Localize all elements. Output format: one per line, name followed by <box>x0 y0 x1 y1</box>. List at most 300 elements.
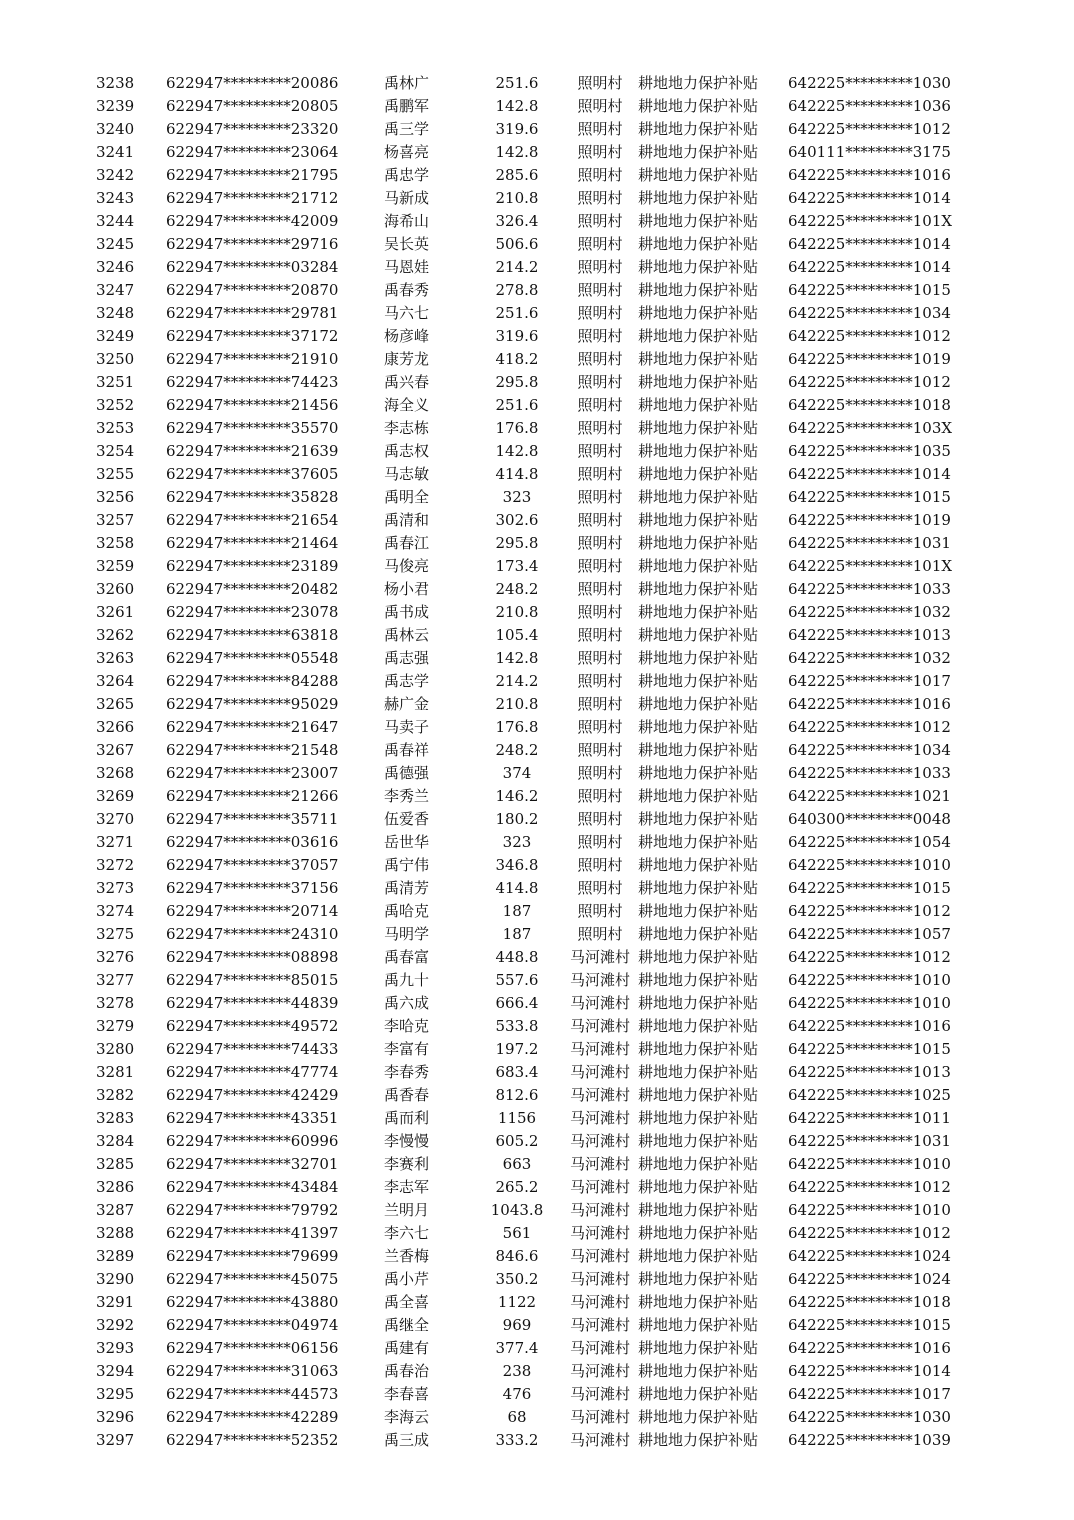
account-number-cell: 622947*********74433 <box>166 1040 339 1058</box>
recipient-name-cell: 李海云 <box>384 1408 430 1426</box>
recipient-name-cell: 禹兴春 <box>384 373 430 391</box>
village-cell: 马河滩村 <box>569 1040 630 1058</box>
row-number-cell: 3276 <box>96 948 135 966</box>
village-cell: 照明村 <box>577 580 623 598</box>
subsidy-type-cell: 耕地地力保护补贴 <box>638 557 759 575</box>
recipient-name-cell: 禹六成 <box>384 994 430 1012</box>
subsidy-type-cell: 耕地地力保护补贴 <box>638 1385 759 1403</box>
id-number-cell: 642225*********1018 <box>788 1293 951 1311</box>
table-row <box>96 1429 958 1452</box>
account-number-cell: 622947*********84288 <box>166 672 339 690</box>
village-cell: 照明村 <box>577 350 623 368</box>
recipient-name-cell: 李赛利 <box>384 1155 430 1173</box>
subsidy-amount-cell: 187 <box>502 902 532 920</box>
table-row <box>96 279 958 302</box>
row-number-cell: 3263 <box>96 649 135 667</box>
subsidy-type-cell: 耕地地力保护补贴 <box>638 304 759 322</box>
subsidy-amount-cell: 377.4 <box>495 1339 539 1357</box>
subsidy-type-cell: 耕地地力保护补贴 <box>638 258 759 276</box>
id-number-cell: 642225*********1010 <box>788 994 951 1012</box>
subsidy-amount-cell: 812.6 <box>495 1086 539 1104</box>
recipient-name-cell: 禹林云 <box>384 626 430 644</box>
id-number-cell: 642225*********1014 <box>788 235 951 253</box>
subsidy-type-cell: 耕地地力保护补贴 <box>638 603 759 621</box>
account-number-cell: 622947*********21647 <box>166 718 339 736</box>
table-row <box>96 808 958 831</box>
row-number-cell: 3240 <box>96 120 135 138</box>
row-number-cell: 3291 <box>96 1293 135 1311</box>
subsidy-amount-cell: 663 <box>502 1155 532 1173</box>
row-number-cell: 3239 <box>96 97 135 115</box>
subsidy-amount-cell: 414.8 <box>495 465 539 483</box>
subsidy-amount-cell: 1156 <box>497 1109 537 1127</box>
table-row <box>96 394 958 417</box>
account-number-cell: 622947*********44573 <box>166 1385 339 1403</box>
village-cell: 照明村 <box>577 626 623 644</box>
village-cell: 马河滩村 <box>569 1155 630 1173</box>
id-number-cell: 642225*********1015 <box>788 281 951 299</box>
id-number-cell: 642225*********1017 <box>788 1385 951 1403</box>
subsidy-type-cell: 耕地地力保护补贴 <box>638 1270 759 1288</box>
table-row <box>96 1314 958 1337</box>
village-cell: 照明村 <box>577 695 623 713</box>
account-number-cell: 622947*********21456 <box>166 396 339 414</box>
subsidy-type-cell: 耕地地力保护补贴 <box>638 235 759 253</box>
village-cell: 马河滩村 <box>569 1408 630 1426</box>
recipient-name-cell: 吴长英 <box>384 235 430 253</box>
account-number-cell: 622947*********43351 <box>166 1109 339 1127</box>
recipient-name-cell: 禹明全 <box>384 488 430 506</box>
id-number-cell: 642225*********1010 <box>788 1155 951 1173</box>
subsidy-amount-cell: 666.4 <box>495 994 539 1012</box>
account-number-cell: 622947*********32701 <box>166 1155 339 1173</box>
id-number-cell: 642225*********1039 <box>788 1431 951 1449</box>
subsidy-type-cell: 耕地地力保护补贴 <box>638 810 759 828</box>
subsidy-amount-cell: 323 <box>502 488 532 506</box>
row-number-cell: 3288 <box>96 1224 135 1242</box>
id-number-cell: 642225*********101X <box>788 212 953 230</box>
table-row <box>96 463 958 486</box>
account-number-cell: 622947*********03284 <box>166 258 339 276</box>
account-number-cell: 622947*********05548 <box>166 649 339 667</box>
account-number-cell: 622947*********23064 <box>166 143 339 161</box>
subsidy-amount-cell: 302.6 <box>495 511 539 529</box>
subsidy-type-cell: 耕地地力保护补贴 <box>638 718 759 736</box>
id-number-cell: 642225*********1015 <box>788 1316 951 1334</box>
subsidy-amount-cell: 105.4 <box>495 626 539 644</box>
recipient-name-cell: 杨小君 <box>384 580 430 598</box>
recipient-name-cell: 禹而利 <box>384 1109 430 1127</box>
id-number-cell: 642225*********1030 <box>788 1408 951 1426</box>
row-number-cell: 3246 <box>96 258 135 276</box>
id-number-cell: 642225*********1036 <box>788 97 951 115</box>
account-number-cell: 622947*********21910 <box>166 350 339 368</box>
account-number-cell: 622947*********03616 <box>166 833 339 851</box>
recipient-name-cell: 禹春江 <box>384 534 430 552</box>
row-number-cell: 3265 <box>96 695 135 713</box>
account-number-cell: 622947*********23078 <box>166 603 339 621</box>
id-number-cell: 642225*********1032 <box>788 649 951 667</box>
village-cell: 马河滩村 <box>569 948 630 966</box>
subsidy-type-cell: 耕地地力保护补贴 <box>638 373 759 391</box>
village-cell: 照明村 <box>577 373 623 391</box>
row-number-cell: 3244 <box>96 212 135 230</box>
table-row <box>96 1291 958 1314</box>
row-number-cell: 3280 <box>96 1040 135 1058</box>
subsidy-amount-cell: 68 <box>507 1408 527 1426</box>
village-cell: 照明村 <box>577 534 623 552</box>
account-number-cell: 622947*********23007 <box>166 764 339 782</box>
subsidy-type-cell: 耕地地力保护补贴 <box>638 695 759 713</box>
subsidy-table <box>96 72 958 1452</box>
row-number-cell: 3256 <box>96 488 135 506</box>
row-number-cell: 3257 <box>96 511 135 529</box>
recipient-name-cell: 马恩娃 <box>384 258 430 276</box>
village-cell: 照明村 <box>577 557 623 575</box>
table-row <box>96 486 958 509</box>
recipient-name-cell: 杨彦峰 <box>384 327 430 345</box>
subsidy-type-cell: 耕地地力保护补贴 <box>638 97 759 115</box>
table-row <box>96 72 958 95</box>
village-cell: 马河滩村 <box>569 1339 630 1357</box>
row-number-cell: 3297 <box>96 1431 135 1449</box>
table-row <box>96 348 958 371</box>
subsidy-type-cell: 耕地地力保护补贴 <box>638 488 759 506</box>
subsidy-amount-cell: 476 <box>502 1385 532 1403</box>
village-cell: 照明村 <box>577 396 623 414</box>
table-row <box>96 325 958 348</box>
subsidy-type-cell: 耕地地力保护补贴 <box>638 1339 759 1357</box>
id-number-cell: 642225*********1031 <box>788 534 951 552</box>
recipient-name-cell: 禹林广 <box>384 74 430 92</box>
subsidy-amount-cell: 846.6 <box>495 1247 539 1265</box>
row-number-cell: 3296 <box>96 1408 135 1426</box>
recipient-name-cell: 李春喜 <box>384 1385 430 1403</box>
row-number-cell: 3268 <box>96 764 135 782</box>
account-number-cell: 622947*********49572 <box>166 1017 339 1035</box>
account-number-cell: 622947*********21639 <box>166 442 339 460</box>
account-number-cell: 622947*********79699 <box>166 1247 339 1265</box>
village-cell: 照明村 <box>577 603 623 621</box>
table-row <box>96 1337 958 1360</box>
village-cell: 马河滩村 <box>569 1385 630 1403</box>
table-row <box>96 578 958 601</box>
account-number-cell: 622947*********21712 <box>166 189 339 207</box>
row-number-cell: 3238 <box>96 74 135 92</box>
table-row <box>96 1084 958 1107</box>
subsidy-type-cell: 耕地地力保护补贴 <box>638 1063 759 1081</box>
recipient-name-cell: 海希山 <box>384 212 430 230</box>
table-row <box>96 1406 958 1429</box>
subsidy-type-cell: 耕地地力保护补贴 <box>638 994 759 1012</box>
id-number-cell: 642225*********1016 <box>788 1339 951 1357</box>
subsidy-amount-cell: 557.6 <box>495 971 539 989</box>
subsidy-type-cell: 耕地地力保护补贴 <box>638 948 759 966</box>
table-row <box>96 969 958 992</box>
id-number-cell: 642225*********1033 <box>788 580 951 598</box>
id-number-cell: 642225*********1010 <box>788 971 951 989</box>
subsidy-type-cell: 耕地地力保护补贴 <box>638 511 759 529</box>
recipient-name-cell: 禹志强 <box>384 649 430 667</box>
subsidy-type-cell: 耕地地力保护补贴 <box>638 1293 759 1311</box>
subsidy-amount-cell: 319.6 <box>495 120 539 138</box>
table-row <box>96 877 958 900</box>
row-number-cell: 3275 <box>96 925 135 943</box>
subsidy-type-cell: 耕地地力保护补贴 <box>638 925 759 943</box>
recipient-name-cell: 禹清和 <box>384 511 430 529</box>
table-row <box>96 1107 958 1130</box>
village-cell: 马河滩村 <box>569 1132 630 1150</box>
table-row <box>96 1222 958 1245</box>
recipient-name-cell: 禹德强 <box>384 764 430 782</box>
account-number-cell: 622947*********41397 <box>166 1224 339 1242</box>
row-number-cell: 3277 <box>96 971 135 989</box>
recipient-name-cell: 马明学 <box>384 925 430 943</box>
id-number-cell: 642225*********1014 <box>788 465 951 483</box>
account-number-cell: 622947*********20870 <box>166 281 339 299</box>
row-number-cell: 3259 <box>96 557 135 575</box>
village-cell: 照明村 <box>577 189 623 207</box>
recipient-name-cell: 马俊亮 <box>384 557 430 575</box>
row-number-cell: 3287 <box>96 1201 135 1219</box>
recipient-name-cell: 禹三成 <box>384 1431 430 1449</box>
table-row <box>96 762 958 785</box>
row-number-cell: 3264 <box>96 672 135 690</box>
account-number-cell: 622947*********20482 <box>166 580 339 598</box>
row-number-cell: 3289 <box>96 1247 135 1265</box>
subsidy-amount-cell: 295.8 <box>495 534 539 552</box>
table-row <box>96 946 958 969</box>
recipient-name-cell: 禹春治 <box>384 1362 430 1380</box>
village-cell: 照明村 <box>577 925 623 943</box>
subsidy-type-cell: 耕地地力保护补贴 <box>638 212 759 230</box>
table-row <box>96 187 958 210</box>
row-number-cell: 3253 <box>96 419 135 437</box>
id-number-cell: 642225*********1014 <box>788 1362 951 1380</box>
row-number-cell: 3254 <box>96 442 135 460</box>
subsidy-amount-cell: 251.6 <box>495 74 539 92</box>
recipient-name-cell: 禹志权 <box>384 442 430 460</box>
account-number-cell: 622947*********23189 <box>166 557 339 575</box>
row-number-cell: 3261 <box>96 603 135 621</box>
account-number-cell: 622947*********20086 <box>166 74 339 92</box>
subsidy-amount-cell: 146.2 <box>495 787 539 805</box>
id-number-cell: 642225*********1015 <box>788 488 951 506</box>
account-number-cell: 622947*********04974 <box>166 1316 339 1334</box>
subsidy-type-cell: 耕地地力保护补贴 <box>638 626 759 644</box>
account-number-cell: 622947*********43880 <box>166 1293 339 1311</box>
subsidy-amount-cell: 176.8 <box>495 718 539 736</box>
subsidy-type-cell: 耕地地力保护补贴 <box>638 1408 759 1426</box>
table-row <box>96 210 958 233</box>
account-number-cell: 622947*********20805 <box>166 97 339 115</box>
table-row <box>96 900 958 923</box>
table-row <box>96 1245 958 1268</box>
recipient-name-cell: 禹宁伟 <box>384 856 430 874</box>
table-row <box>96 233 958 256</box>
table-row <box>96 1130 958 1153</box>
table-row <box>96 1360 958 1383</box>
account-number-cell: 622947*********35711 <box>166 810 339 828</box>
table-row <box>96 1015 958 1038</box>
id-number-cell: 642225*********1019 <box>788 350 951 368</box>
account-number-cell: 622947*********37156 <box>166 879 339 897</box>
recipient-name-cell: 禹清芳 <box>384 879 430 897</box>
recipient-name-cell: 禹忠学 <box>384 166 430 184</box>
village-cell: 照明村 <box>577 787 623 805</box>
subsidy-amount-cell: 197.2 <box>495 1040 539 1058</box>
table-row <box>96 1176 958 1199</box>
row-number-cell: 3260 <box>96 580 135 598</box>
subsidy-amount-cell: 187 <box>502 925 532 943</box>
account-number-cell: 622947*********21654 <box>166 511 339 529</box>
row-number-cell: 3248 <box>96 304 135 322</box>
recipient-name-cell: 马志敏 <box>384 465 430 483</box>
recipient-name-cell: 禹春富 <box>384 948 430 966</box>
subsidy-type-cell: 耕地地力保护补贴 <box>638 1109 759 1127</box>
recipient-name-cell: 伍爱香 <box>384 810 430 828</box>
village-cell: 马河滩村 <box>569 1362 630 1380</box>
recipient-name-cell: 海全义 <box>384 396 430 414</box>
id-number-cell: 642225*********1018 <box>788 396 951 414</box>
account-number-cell: 622947*********85015 <box>166 971 339 989</box>
village-cell: 照明村 <box>577 281 623 299</box>
recipient-name-cell: 兰香梅 <box>384 1247 430 1265</box>
village-cell: 照明村 <box>577 419 623 437</box>
subsidy-amount-cell: 142.8 <box>495 442 539 460</box>
table-row <box>96 1038 958 1061</box>
village-cell: 马河滩村 <box>569 1017 630 1035</box>
id-number-cell: 642225*********101X <box>788 557 953 575</box>
row-number-cell: 3294 <box>96 1362 135 1380</box>
account-number-cell: 622947*********43484 <box>166 1178 339 1196</box>
subsidy-amount-cell: 533.8 <box>495 1017 539 1035</box>
row-number-cell: 3245 <box>96 235 135 253</box>
subsidy-amount-cell: 418.2 <box>495 350 539 368</box>
subsidy-type-cell: 耕地地力保护补贴 <box>638 1201 759 1219</box>
account-number-cell: 622947*********35828 <box>166 488 339 506</box>
row-number-cell: 3271 <box>96 833 135 851</box>
subsidy-amount-cell: 214.2 <box>495 672 539 690</box>
id-number-cell: 642225*********1030 <box>788 74 951 92</box>
subsidy-type-cell: 耕地地力保护补贴 <box>638 672 759 690</box>
row-number-cell: 3293 <box>96 1339 135 1357</box>
recipient-name-cell: 李志栋 <box>384 419 430 437</box>
subsidy-table-body <box>96 72 958 1452</box>
account-number-cell: 622947*********37605 <box>166 465 339 483</box>
subsidy-type-cell: 耕地地力保护补贴 <box>638 166 759 184</box>
row-number-cell: 3258 <box>96 534 135 552</box>
row-number-cell: 3295 <box>96 1385 135 1403</box>
subsidy-amount-cell: 210.8 <box>495 603 539 621</box>
village-cell: 照明村 <box>577 304 623 322</box>
row-number-cell: 3255 <box>96 465 135 483</box>
recipient-name-cell: 李春秀 <box>384 1063 430 1081</box>
subsidy-type-cell: 耕地地力保护补贴 <box>638 143 759 161</box>
row-number-cell: 3249 <box>96 327 135 345</box>
village-cell: 照明村 <box>577 511 623 529</box>
table-row <box>96 923 958 946</box>
account-number-cell: 622947*********29716 <box>166 235 339 253</box>
row-number-cell: 3282 <box>96 1086 135 1104</box>
account-number-cell: 622947*********95029 <box>166 695 339 713</box>
subsidy-amount-cell: 248.2 <box>495 741 539 759</box>
id-number-cell: 642225*********1032 <box>788 603 951 621</box>
table-row <box>96 509 958 532</box>
subsidy-amount-cell: 248.2 <box>495 580 539 598</box>
recipient-name-cell: 马新成 <box>384 189 430 207</box>
table-row <box>96 95 958 118</box>
subsidy-amount-cell: 561 <box>502 1224 532 1242</box>
recipient-name-cell: 禹九十 <box>384 971 430 989</box>
account-number-cell: 622947*********52352 <box>166 1431 339 1449</box>
subsidy-type-cell: 耕地地力保护补贴 <box>638 281 759 299</box>
account-number-cell: 622947*********37057 <box>166 856 339 874</box>
recipient-name-cell: 李志军 <box>384 1178 430 1196</box>
subsidy-type-cell: 耕地地力保护补贴 <box>638 1247 759 1265</box>
row-number-cell: 3266 <box>96 718 135 736</box>
subsidy-type-cell: 耕地地力保护补贴 <box>638 120 759 138</box>
subsidy-amount-cell: 323 <box>502 833 532 851</box>
account-number-cell: 622947*********45075 <box>166 1270 339 1288</box>
subsidy-amount-cell: 238 <box>502 1362 532 1380</box>
subsidy-amount-cell: 326.4 <box>495 212 539 230</box>
table-row <box>96 440 958 463</box>
village-cell: 照明村 <box>577 327 623 345</box>
table-row <box>96 256 958 279</box>
village-cell: 照明村 <box>577 258 623 276</box>
id-number-cell: 642225*********1031 <box>788 1132 951 1150</box>
id-number-cell: 642225*********1010 <box>788 856 951 874</box>
id-number-cell: 642225*********1015 <box>788 1040 951 1058</box>
row-number-cell: 3252 <box>96 396 135 414</box>
subsidy-type-cell: 耕地地力保护补贴 <box>638 902 759 920</box>
account-number-cell: 622947*********37172 <box>166 327 339 345</box>
village-cell: 马河滩村 <box>569 1063 630 1081</box>
row-number-cell: 3242 <box>96 166 135 184</box>
recipient-name-cell: 禹春祥 <box>384 741 430 759</box>
recipient-name-cell: 赫广金 <box>384 695 430 713</box>
id-number-cell: 642225*********1012 <box>788 1178 951 1196</box>
table-row <box>96 532 958 555</box>
account-number-cell: 622947*********06156 <box>166 1339 339 1357</box>
village-cell: 马河滩村 <box>569 1224 630 1242</box>
id-number-cell: 642225*********1012 <box>788 902 951 920</box>
recipient-name-cell: 禹三学 <box>384 120 430 138</box>
id-number-cell: 642225*********1035 <box>788 442 951 460</box>
row-number-cell: 3250 <box>96 350 135 368</box>
id-number-cell: 642225*********1033 <box>788 764 951 782</box>
row-number-cell: 3281 <box>96 1063 135 1081</box>
subsidy-type-cell: 耕地地力保护补贴 <box>638 741 759 759</box>
row-number-cell: 3292 <box>96 1316 135 1334</box>
recipient-name-cell: 李哈克 <box>384 1017 430 1035</box>
id-number-cell: 642225*********1016 <box>788 166 951 184</box>
village-cell: 照明村 <box>577 649 623 667</box>
account-number-cell: 622947*********47774 <box>166 1063 339 1081</box>
account-number-cell: 622947*********42429 <box>166 1086 339 1104</box>
account-number-cell: 622947*********42009 <box>166 212 339 230</box>
table-row <box>96 1268 958 1291</box>
village-cell: 照明村 <box>577 764 623 782</box>
id-number-cell: 642225*********1012 <box>788 120 951 138</box>
village-cell: 照明村 <box>577 833 623 851</box>
id-number-cell: 642225*********1054 <box>788 833 951 851</box>
recipient-name-cell: 李富有 <box>384 1040 430 1058</box>
subsidy-type-cell: 耕地地力保护补贴 <box>638 1017 759 1035</box>
row-number-cell: 3273 <box>96 879 135 897</box>
recipient-name-cell: 李秀兰 <box>384 787 430 805</box>
